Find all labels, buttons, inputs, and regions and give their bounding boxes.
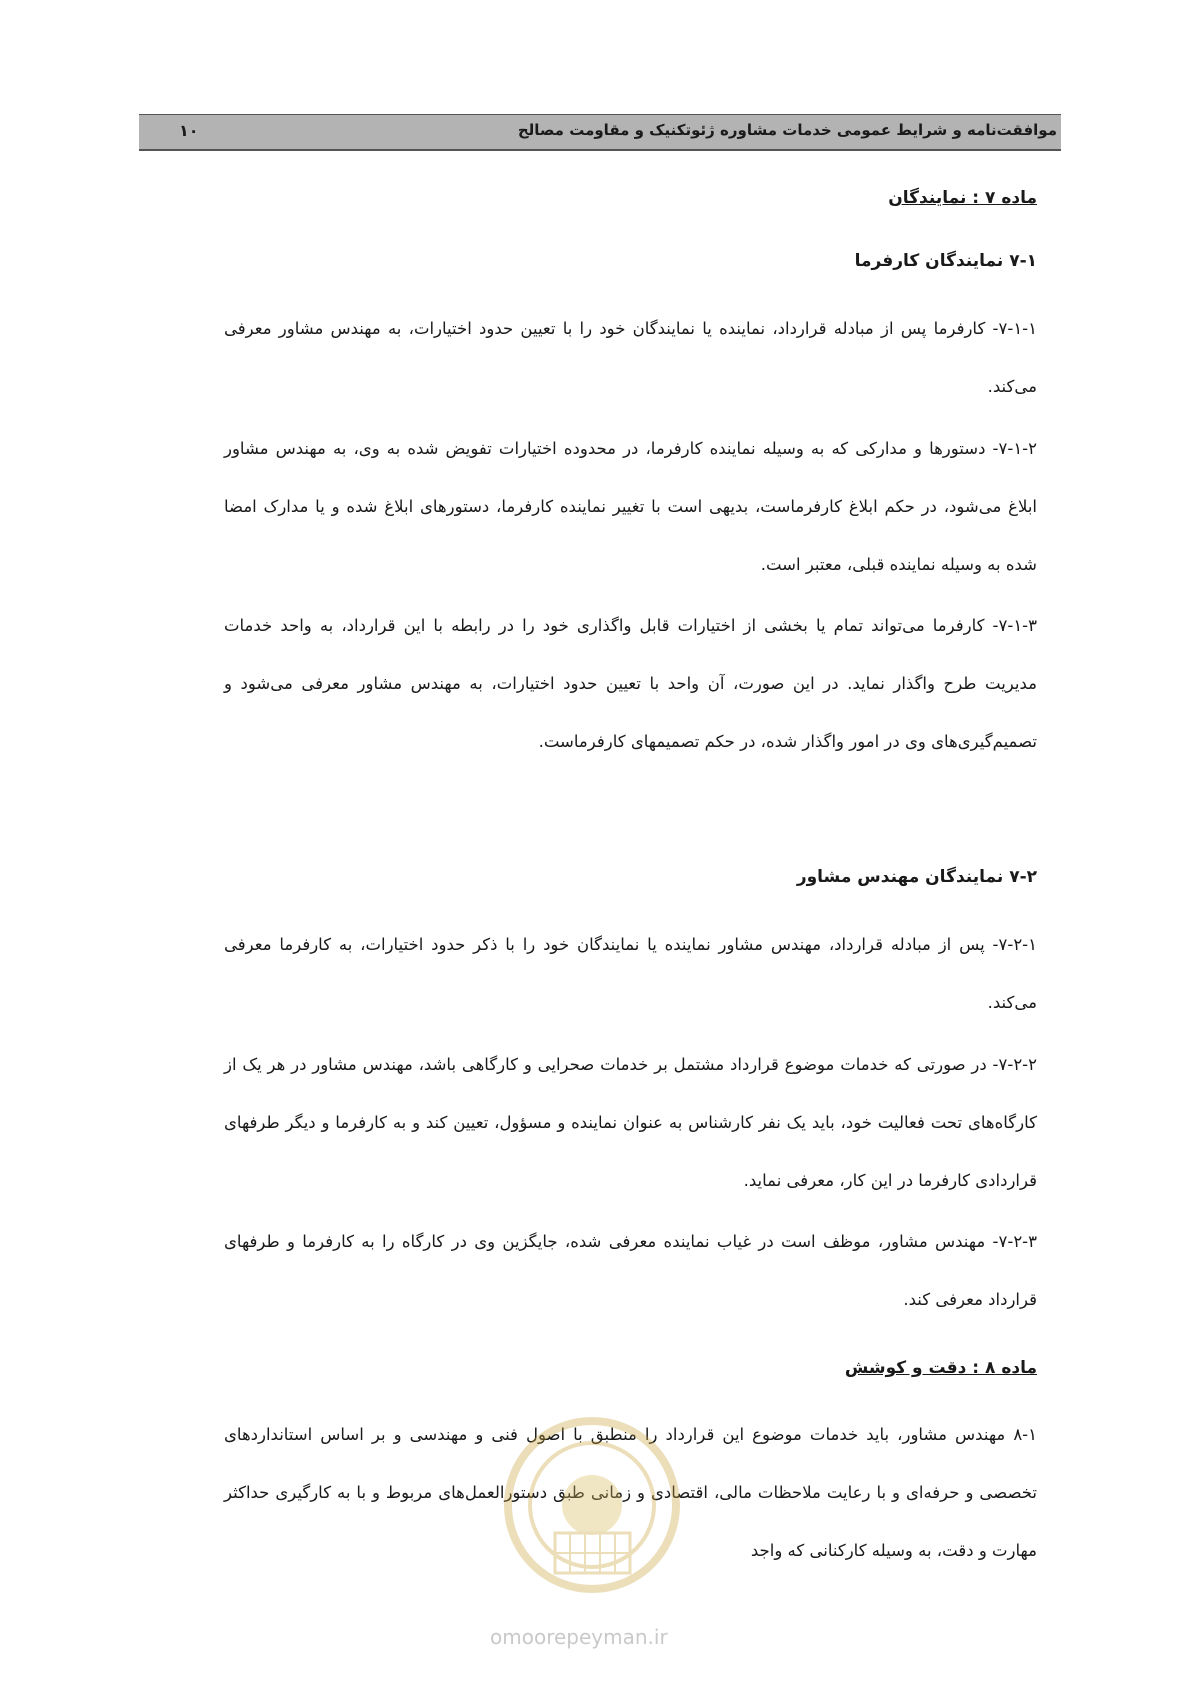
paragraph-7-2-2 xyxy=(224,1036,1037,1210)
paragraph-7-1-2 xyxy=(224,420,1037,594)
paragraph-text: ۷-۲-۲- در صورتی که خدمات موضوع قرارداد مشتمل بر خدمات صحرایی و کارگاهی باشد، مهندس مشاور در هر یک از کارگاه‌های تحت فعالیت خود، باید یک نفر کارشناس به عنوان نماینده و مسؤول، تعیین کند و به کارفرما و دیگر طرفهای قراردادی کارفرما در این کار، معرفی نماید. xyxy=(224,1055,1037,1190)
paragraph-text: ۷-۲-۱- پس از مبادله قرارداد، مهندس مشاور نماینده یا نمایندگان خود را با ذکر حدود اختیارات، به کارفرما معرفی می‌کند. xyxy=(224,935,1037,1012)
page-header xyxy=(139,114,1061,151)
section-7-2-heading-wrap xyxy=(224,867,1037,887)
paragraph-text: ۸-۱ مهندس مشاور، باید خدمات موضوع این قرارداد را منطبق با اصول فنی و مهندسی و بر اساس استانداردهای تخصصی و حرفه‌ای و با رعایت ملاحظات مالی، اقتصادی و زمانی طبق دستورالعمل‌های مربوط و با به کارگیری حداکثر مهارت و دقت، به وسیله کارکنانی که واجد xyxy=(224,1425,1037,1560)
seal-logo-icon xyxy=(500,1413,685,1598)
paragraph-7-1-3 xyxy=(224,597,1037,771)
document-title: موافقت‌نامه و شرایط عمومی خدمات مشاوره ژئوتکنیک و مقاومت مصالح xyxy=(517,121,1057,139)
paragraph-7-2-1 xyxy=(224,916,1037,1032)
paragraph-text: ۷-۱-۲- دستورها و مدارکی که به وسیله نماینده کارفرما، در محدوده اختیارات تفویض شده به وی، به مهندس مشاور ابلاغ می‌شود، در حکم ابلاغ کارفرماست، بدیهی است با تغییر نماینده کارفرما، دستورهای ابلاغ شده و یا مدارک امضا شده به وسیله نماینده قبلی، معتبر است. xyxy=(224,439,1037,574)
article-7-heading-wrap xyxy=(224,188,1037,208)
page-number: ۱۰ xyxy=(179,121,199,140)
paragraph-text: ۷-۱-۳- کارفرما می‌تواند تمام یا بخشی از اختیارات قابل واگذاری خود را در رابطه با این قرارداد، به واحد خدمات مدیریت طرح واگذار نماید. در این صورت، آن واحد با تعیین حدود اختیارات، به مهندس مشاور معرفی می‌شود و تصمیم‌گیری‌های وی در امور واگذار شده، در حکم تصمیمهای کارفرماست. xyxy=(224,616,1037,751)
section-7-1-heading-wrap xyxy=(224,251,1037,271)
section-7-2-title: ۷-۲ نمایندگان مهندس مشاور xyxy=(796,867,1037,887)
paragraph-7-1-1 xyxy=(224,300,1037,416)
paragraph-text: ۷-۱-۱- کارفرما پس از مبادله قرارداد، نماینده یا نمایندگان خود را با تعیین حدود اختیارات، به مهندس مشاور معرفی می‌کند. xyxy=(224,319,1037,396)
article-7-title: ماده ۷ : نمایندگان xyxy=(888,188,1037,208)
watermark-text: omoorepeyman.ir xyxy=(490,1625,668,1649)
article-8-title: ماده ۸ : دقت و کوشش xyxy=(844,1358,1037,1378)
section-7-1-title: ۷-۱ نمایندگان کارفرما xyxy=(854,251,1037,271)
paragraph-7-2-3 xyxy=(224,1213,1037,1329)
article-8-heading-wrap xyxy=(224,1358,1037,1378)
paragraph-text: ۷-۲-۳- مهندس مشاور، موظف است در غیاب نماینده معرفی شده، جایگزین وی در کارگاه را به کارفرما و طرفهای قرارداد معرفی کند. xyxy=(224,1232,1037,1309)
